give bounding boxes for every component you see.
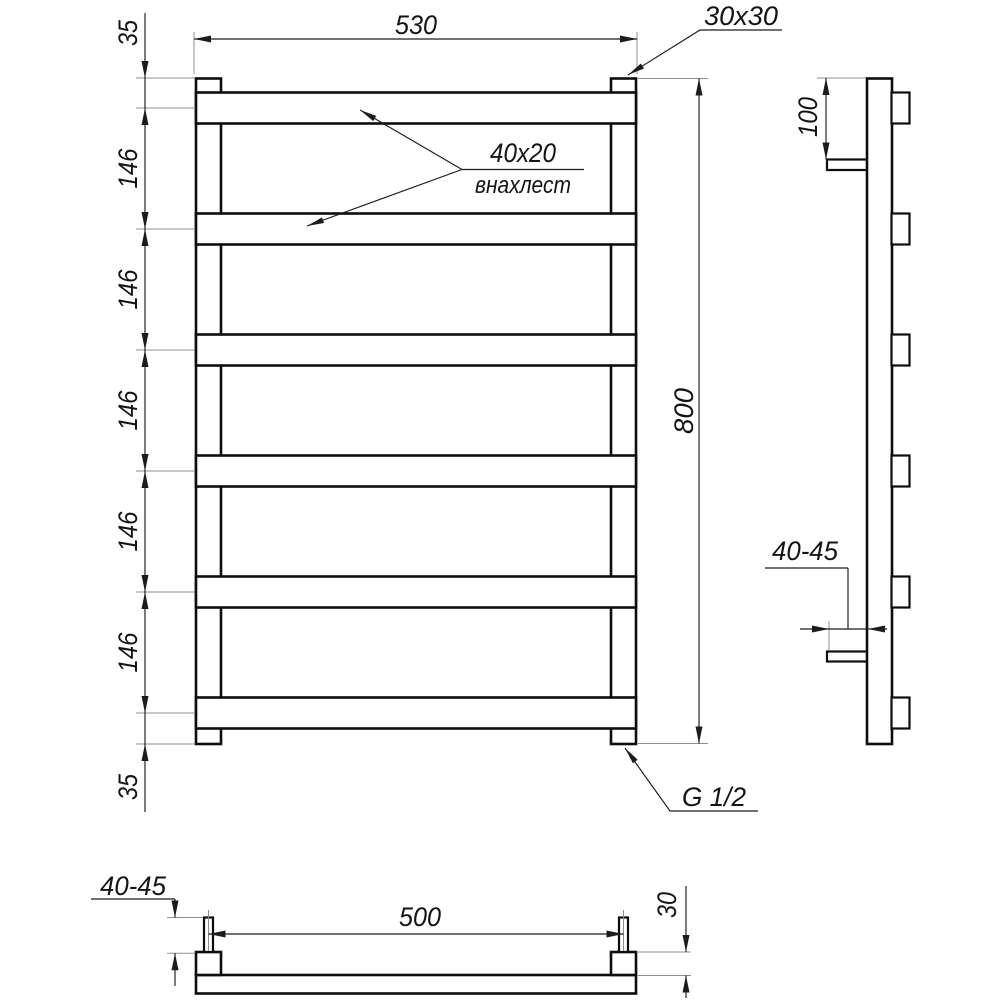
arrowhead	[628, 64, 644, 76]
rung-bar-3	[196, 335, 636, 366]
left-vertical-tube	[196, 79, 221, 745]
arrowhead	[194, 36, 211, 43]
tube-size-label: 30x30	[704, 1, 778, 31]
callout-bar-size	[307, 110, 584, 226]
arrowhead	[142, 454, 149, 471]
arrowhead	[142, 696, 149, 713]
dim-label-pitch: 146	[113, 264, 143, 310]
side-vertical-tube	[867, 79, 892, 745]
bar-end-stub-2	[892, 214, 910, 245]
dim-label-spacing: 500	[399, 902, 441, 932]
dimension-front-width	[194, 10, 637, 43]
arrowhead	[696, 727, 703, 744]
dim-label-pitch: 146	[113, 385, 143, 431]
dim-label-wall-distance: 40-45	[100, 871, 167, 901]
dimension-bottom-spacing	[209, 902, 624, 938]
arrowhead	[812, 626, 829, 633]
arrowhead	[142, 471, 149, 488]
dim-label-pitch: 146	[113, 627, 143, 673]
arrowhead	[142, 61, 149, 78]
dim-label-width: 530	[395, 10, 437, 40]
wall-bracket-top	[827, 160, 868, 171]
bar-note-label: внахлест	[475, 172, 571, 199]
arrowhead	[823, 78, 830, 95]
right-vertical-tube	[611, 79, 636, 745]
arrowhead	[696, 79, 703, 96]
bottom-rail	[196, 975, 636, 994]
dim-label-pitch: 146	[113, 506, 143, 552]
rung-bar-5	[196, 577, 636, 608]
dim-label-pitch: 146	[113, 143, 143, 189]
side-view	[827, 79, 910, 745]
dimension-chain-left	[113, 13, 149, 812]
dim-label-wall-distance: 40-45	[772, 536, 839, 566]
arrowhead	[142, 212, 149, 229]
tube-section-left	[196, 952, 221, 975]
bar-end-stub-4	[892, 456, 910, 487]
arrowhead	[683, 935, 690, 952]
dim-label-tube-depth: 30	[652, 887, 682, 918]
dim-label-bracket-offset: 100	[793, 91, 823, 137]
bar-end-stub-3	[892, 335, 910, 366]
rung-bar-1	[196, 93, 636, 124]
arrowhead	[172, 953, 179, 970]
dimension-bottom-tube-depth	[652, 886, 690, 998]
arrowhead	[620, 36, 637, 43]
arrowhead	[142, 350, 149, 367]
dim-label-offset-top: 35	[113, 15, 143, 46]
arrowhead	[142, 108, 149, 125]
arrowhead	[142, 575, 149, 592]
bar-end-stub-1	[892, 93, 910, 124]
bar-size-label: 40x20	[490, 138, 556, 168]
rung-bar-2	[196, 214, 636, 245]
tube-section-right	[611, 952, 636, 975]
callout-connection	[625, 748, 758, 812]
connection-label: G 1/2	[682, 782, 746, 812]
rung-bar-6	[196, 698, 636, 729]
rung-bar-4	[196, 456, 636, 487]
arrowhead	[823, 143, 830, 160]
arrowhead	[142, 229, 149, 246]
dimension-front-height	[669, 79, 703, 744]
bar-end-stub-5	[892, 577, 910, 608]
arrowhead	[142, 592, 149, 609]
wall-bracket-bottom	[827, 652, 868, 662]
arrowhead	[142, 333, 149, 350]
arrowhead	[625, 748, 638, 763]
bar-end-stub-6	[892, 698, 910, 729]
arrowhead	[683, 976, 690, 993]
dimension-side-bracket-offset	[793, 78, 830, 160]
arrowhead	[172, 901, 179, 918]
dim-label-offset-bottom: 35	[113, 769, 143, 800]
leader-line	[628, 30, 782, 75]
dimension-bottom-wall-distance	[91, 871, 179, 986]
callout-tube-size	[628, 1, 782, 75]
arrowhead	[142, 744, 149, 761]
dim-label-height: 800	[669, 388, 699, 434]
